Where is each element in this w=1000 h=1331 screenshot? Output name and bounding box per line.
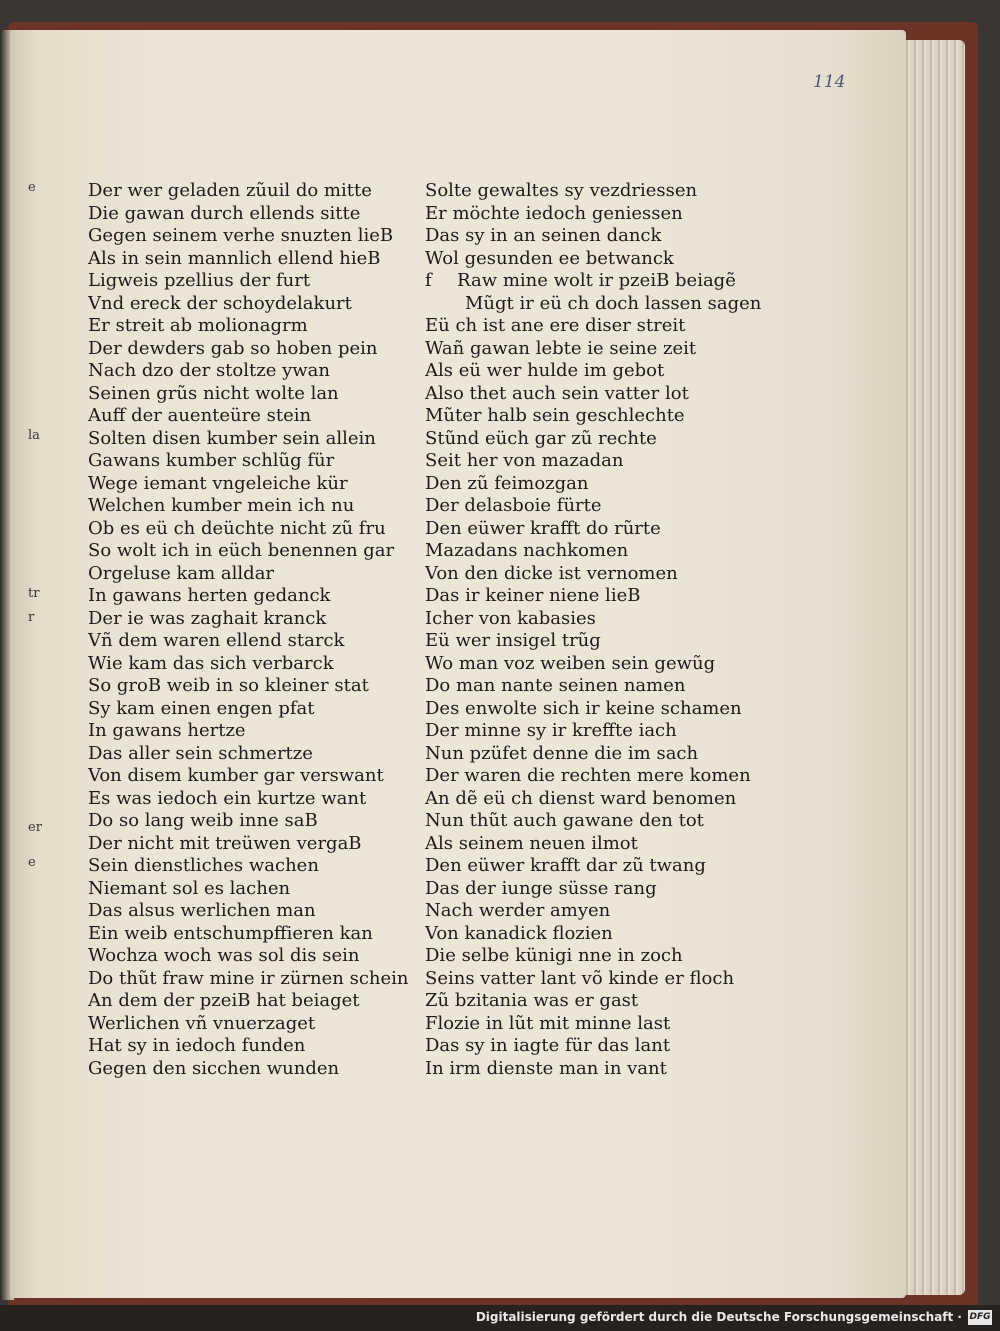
verse-line: Sein dienstliches wachen [88, 855, 319, 876]
verse-line: Mũter halb sein geschlechte [425, 405, 685, 426]
verse-line: Do man nante seinen namen [425, 675, 686, 696]
verse-line: Der dewders gab so hoben pein [88, 337, 378, 359]
verse-line: Als eü wer hulde im gebot [425, 360, 665, 381]
verse-line [425, 270, 785, 293]
margin-fragment: e [28, 180, 36, 195]
verse-line: Den eüwer krafft do rũrte [425, 517, 661, 539]
verse-line: In gawans hertze [88, 720, 246, 741]
verse-line: Nun thũt auch gawane den tot [425, 810, 704, 831]
verse-line: Der nicht mit treüwen vergaB [88, 832, 362, 854]
verse-line: Vñ dem waren ellend starck [88, 630, 345, 651]
right-column [425, 180, 785, 1080]
verse-line: Gawans kumber schlũg für [88, 450, 335, 471]
verse-line: In gawans herten gedanck [88, 585, 331, 606]
verse-line: Gegen den sicchen wunden [88, 1057, 340, 1079]
verse-line: Mazadans nachkomen [425, 540, 629, 561]
verse-line: Nach werder amyen [425, 900, 611, 921]
initial-letter: f [425, 270, 432, 291]
verse-line: Das aller sein schmertze [88, 742, 313, 764]
verse-line: Das der iunge süsse rang [425, 877, 657, 899]
verse-line: Nach dzo der stoltze ywan [88, 360, 330, 381]
verse-line: So groB weib in so kleiner stat [88, 675, 369, 696]
verse-line: Mũgt ir eü ch doch lassen sagen [465, 292, 762, 314]
verse-line: An dẽ eü ch dienst ward benomen [425, 787, 737, 809]
verse-line: Das ir keiner niene lieB [425, 585, 641, 606]
verse-line: Solte gewaltes sy vezdriessen [425, 180, 698, 201]
verse-line: Des enwolte sich ir keine schamen [425, 697, 742, 719]
footer-bar [0, 1305, 1000, 1331]
verse-text: Raw mine wolt ir pzeiB beiagẽ [457, 270, 736, 291]
verse-line: An dem der pzeiB hat beiaget [88, 990, 360, 1011]
verse-line: Seins vatter lant võ kinde er floch [425, 967, 735, 989]
margin-fragment: tr [28, 586, 40, 601]
margin-fragment: e [28, 855, 36, 870]
verse-line: In irm dienste man in vant [425, 1057, 667, 1079]
verse-line: Wol gesunden ee betwanck [425, 247, 674, 269]
verse-line: Den eüwer krafft dar zũ twang [425, 855, 706, 876]
verse-line: Eü wer insigel trũg [425, 630, 601, 651]
verse-line: Flozie in lũt mit minne last [425, 1012, 671, 1034]
verse-line: Werlichen vñ vnuerzaget [88, 1012, 316, 1034]
verse-line: Der wer geladen zũuil do mitte [88, 180, 372, 201]
verse-line: Der delasboie fürte [425, 495, 602, 516]
margin-fragment: r [28, 610, 35, 625]
verse-line: Nun pzüfet denne die im sach [425, 742, 699, 764]
left-column [88, 180, 418, 1080]
verse-line: Die selbe künigi nne in zoch [425, 945, 683, 966]
verse-line: Icher von kabasies [425, 607, 596, 629]
verse-line: Hat sy in iedoch funden [88, 1035, 306, 1056]
verse-line: Es was iedoch ein kurtze want [88, 787, 367, 809]
verse-line: So wolt ich in eüch benennen gar [88, 540, 395, 561]
verse-line: Vnd ereck der schoydelakurt [88, 292, 352, 314]
verse-line: Ob es eü ch deüchte nicht zũ fru [88, 517, 386, 539]
verse-line: Von den dicke ist vernomen [425, 562, 678, 584]
verse-line: Seit her von mazadan [425, 450, 624, 471]
verse-line: Solten disen kumber sein allein [88, 427, 376, 449]
verse-line: Der waren die rechten mere komen [425, 765, 751, 786]
margin-fragment: er [28, 820, 42, 835]
verse-line: Niemant sol es lachen [88, 877, 291, 899]
margin-fragment: la [28, 428, 40, 443]
verse-line: Das sy in an seinen danck [425, 225, 662, 246]
verse-line: Do so lang weib inne saB [88, 810, 318, 831]
verse-line: Wege iemant vngeleiche kür [88, 472, 348, 494]
verse-line: Ein weib entschumpffieren kan [88, 922, 373, 944]
verse-line: Der minne sy ir kreffte iach [425, 720, 677, 741]
folio-number: 114 [813, 72, 846, 92]
verse-line: Von disem kumber gar verswant [88, 765, 384, 786]
verse-line: Wochza woch was sol dis sein [88, 945, 360, 966]
verse-line: Als seinem neuen ilmot [425, 832, 638, 854]
book-page [10, 30, 906, 1298]
verse-line: Das alsus werlichen man [88, 900, 316, 921]
verse-line: Sy kam einen engen pfat [88, 697, 315, 719]
verse-line: Zũ bzitania was er gast [425, 990, 639, 1011]
verse-line: Auff der auenteüre stein [88, 405, 312, 426]
verse-line: Gegen seinem verhe snuzten lieB [88, 225, 394, 246]
verse-line: Orgeluse kam alldar [88, 562, 275, 584]
verse-line: Den zũ feimozgan [425, 472, 589, 494]
verse-line: Seinen grũs nicht wolte lan [88, 382, 339, 404]
verse-line: Wie kam das sich verbarck [88, 652, 334, 674]
verse-line: Welchen kumber mein ich nu [88, 495, 355, 516]
verse-line: Stũnd eüch gar zũ rechte [425, 427, 657, 449]
funding-credit: Digitalisierung gefördert durch die Deutsche Forschungsgemeinschaft · [475, 1310, 962, 1324]
verse-line: Das sy in iagte für das lant [425, 1035, 671, 1056]
verse-line: Do thũt fraw mine ir zürnen schein [88, 967, 409, 989]
verse-line: Er streit ab molionagrm [88, 315, 308, 336]
verse-line: Wañ gawan lebte ie seine zeit [425, 337, 697, 359]
dfg-logo: DFG [968, 1310, 992, 1325]
verse-line: Er möchte iedoch geniessen [425, 202, 683, 224]
verse-line: Der ie was zaghait kranck [88, 607, 327, 629]
verse-line: Als in sein mannlich ellend hieB [88, 247, 381, 269]
verse-line: Ligweis pzellius der furt [88, 270, 311, 291]
verse-line: Von kanadick flozien [425, 922, 613, 944]
verse-line: Also thet auch sein vatter lot [425, 382, 689, 404]
verse-line: Die gawan durch ellends sitte [88, 202, 361, 224]
verse-line: Wo man voz weiben sein gewũg [425, 652, 716, 674]
verse-line: Eü ch ist ane ere diser streit [425, 315, 686, 336]
